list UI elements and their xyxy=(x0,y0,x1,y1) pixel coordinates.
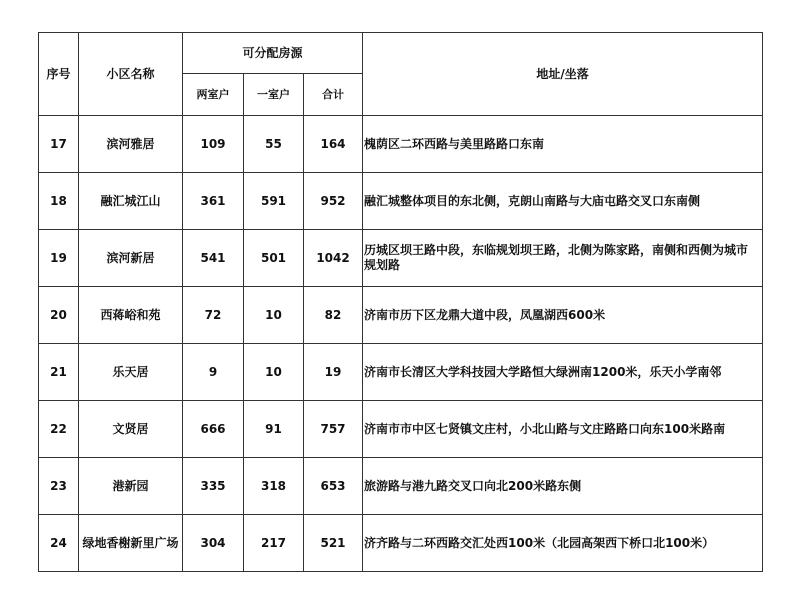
cell-total: 757 xyxy=(304,401,363,458)
cell-total: 952 xyxy=(304,173,363,230)
cell-two-room: 666 xyxy=(183,401,244,458)
cell-two-room: 9 xyxy=(183,344,244,401)
cell-one-room: 10 xyxy=(244,287,304,344)
cell-total: 653 xyxy=(304,458,363,515)
cell-name: 融汇城江山 xyxy=(79,173,183,230)
cell-total: 164 xyxy=(304,116,363,173)
table-row xyxy=(39,230,763,287)
cell-one-room: 55 xyxy=(244,116,304,173)
cell-address: 济齐路与二环西路交汇处西100米（北园高架西下桥口北100米） xyxy=(363,515,763,572)
cell-total: 521 xyxy=(304,515,363,572)
cell-total: 19 xyxy=(304,344,363,401)
cell-one-room: 591 xyxy=(244,173,304,230)
cell-two-room: 304 xyxy=(183,515,244,572)
header-address: 地址/坐落 xyxy=(363,33,763,116)
table-row xyxy=(39,116,763,173)
table-row xyxy=(39,515,763,572)
cell-one-room: 91 xyxy=(244,401,304,458)
cell-name: 滨河新居 xyxy=(79,230,183,287)
cell-name: 西蒋峪和苑 xyxy=(79,287,183,344)
cell-address: 济南市历下区龙鼎大道中段，凤凰湖西600米 xyxy=(363,287,763,344)
table-row xyxy=(39,287,763,344)
housing-table xyxy=(38,32,763,572)
cell-address: 济南市长清区大学科技园大学路恒大绿洲南1200米，乐天小学南邻 xyxy=(363,344,763,401)
cell-name: 文贤居 xyxy=(79,401,183,458)
cell-two-room: 541 xyxy=(183,230,244,287)
cell-one-room: 217 xyxy=(244,515,304,572)
cell-one-room: 501 xyxy=(244,230,304,287)
cell-two-room: 335 xyxy=(183,458,244,515)
cell-total: 1042 xyxy=(304,230,363,287)
table-row xyxy=(39,458,763,515)
cell-seq: 21 xyxy=(39,344,79,401)
cell-address: 济南市市中区七贤镇文庄村，小北山路与文庄路路口向东100米路南 xyxy=(363,401,763,458)
table-row xyxy=(39,173,763,230)
cell-name: 滨河雅居 xyxy=(79,116,183,173)
cell-address: 槐荫区二环西路与美里路路口东南 xyxy=(363,116,763,173)
cell-name: 港新园 xyxy=(79,458,183,515)
cell-two-room: 361 xyxy=(183,173,244,230)
table-row xyxy=(39,344,763,401)
cell-address: 历城区坝王路中段，东临规划坝王路，北侧为陈家路，南侧和西侧为城市规划路 xyxy=(363,230,763,287)
header-two-room: 两室户 xyxy=(183,74,244,116)
cell-seq: 23 xyxy=(39,458,79,515)
cell-two-room: 109 xyxy=(183,116,244,173)
cell-name: 绿地香榭新里广场 xyxy=(79,515,183,572)
cell-seq: 19 xyxy=(39,230,79,287)
cell-seq: 17 xyxy=(39,116,79,173)
table-row xyxy=(39,401,763,458)
cell-name: 乐天居 xyxy=(79,344,183,401)
cell-two-room: 72 xyxy=(183,287,244,344)
cell-seq: 22 xyxy=(39,401,79,458)
cell-address: 旅游路与港九路交叉口向北200米路东侧 xyxy=(363,458,763,515)
header-total: 合计 xyxy=(304,74,363,116)
cell-one-room: 10 xyxy=(244,344,304,401)
cell-address: 融汇城整体项目的东北侧，克朗山南路与大庙屯路交叉口东南侧 xyxy=(363,173,763,230)
header-seq: 序号 xyxy=(39,33,79,116)
header-available-group: 可分配房源 xyxy=(183,33,363,74)
cell-seq: 24 xyxy=(39,515,79,572)
cell-total: 82 xyxy=(304,287,363,344)
cell-seq: 18 xyxy=(39,173,79,230)
header-one-room: 一室户 xyxy=(244,74,304,116)
cell-seq: 20 xyxy=(39,287,79,344)
cell-one-room: 318 xyxy=(244,458,304,515)
header-name: 小区名称 xyxy=(79,33,183,116)
